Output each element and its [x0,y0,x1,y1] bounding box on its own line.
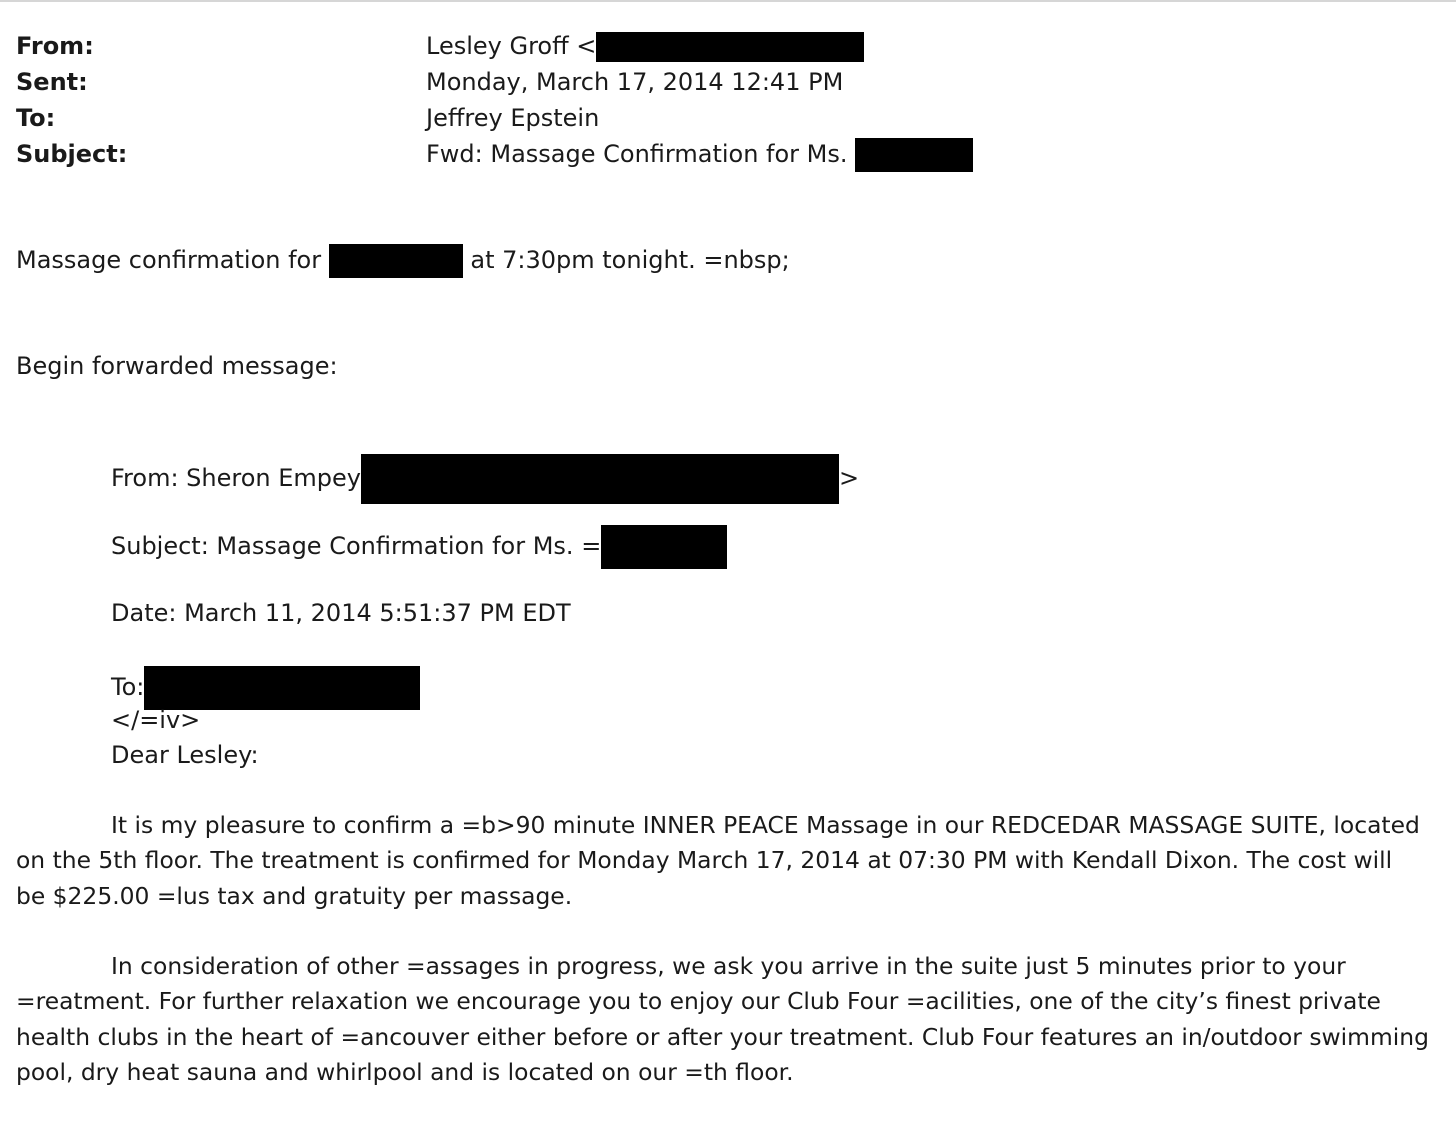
sent-value: Monday, March 17, 2014 12:41 PM [426,68,844,96]
paragraph-text: In consideration of other =assages in progress, we ask you arrive in the suite just 5 minutes prior to your [111,952,1346,980]
fwd-to-label: To: [111,673,145,701]
confirmation-post: at 7:30pm tonight. =nbsp; [470,246,790,274]
fwd-from-line [111,454,859,504]
subject-value [426,136,973,172]
paragraph-line: pool, dry heat sauna and whirlpool and is located on our =th floor. [16,1057,794,1086]
div-artifact: </=iv> [111,706,201,734]
paragraph-line: =reatment. For further relaxation we encourage you to enjoy our Club Four =acilities, one of the city’s finest private [16,987,1381,1016]
from-name: Lesley Groff < [426,32,597,60]
subject-label: Subject: [16,140,128,168]
greeting: Dear Lesley: [111,741,259,769]
redaction-block [329,244,463,278]
redaction-block [855,138,973,172]
fwd-date-line: Date: March 11, 2014 5:51:37 PM EDT [111,599,571,627]
fwd-from-text: From: Sheron Empey [111,464,361,492]
top-rule [0,0,1456,2]
confirmation-pre: Massage confirmation for [16,246,322,274]
to-label: To: [16,104,56,132]
paragraph-line [16,808,1446,843]
fwd-from-close: > [839,464,860,492]
redaction-block [601,525,727,569]
paragraph-consideration [16,949,1446,1090]
to-value: Jeffrey Epstein [426,104,600,132]
paragraph-text: It is my pleasure to confirm a =b>90 minute INNER PEACE Massage in our REDCEDAR MASSAGE SUITE, located [111,811,1420,839]
redaction-block [596,32,864,62]
confirmation-line [16,242,790,278]
paragraph-confirmation [16,808,1446,914]
sent-label: Sent: [16,68,88,96]
redaction-block [361,454,839,504]
from-label: From: [16,32,94,60]
fwd-subject-line [111,525,727,569]
begin-forwarded: Begin forwarded message: [16,352,338,380]
subject-text: Fwd: Massage Confirmation for Ms. [426,140,848,168]
paragraph-line: health clubs in the heart of =ancouver either before or after your treatment. Club Four features an in/outdoor swimming [16,1022,1429,1051]
fwd-subject-text: Subject: Massage Confirmation for Ms. = [111,532,602,560]
paragraph-line: on the 5th floor. The treatment is confirmed for Monday March 17, 2014 at 07:30 PM with Kendall Dixon. The cost will [16,846,1393,875]
paragraph-line [16,949,1446,984]
from-value [426,28,864,64]
paragraph-line: be $225.00 =lus tax and gratuity per massage. [16,881,573,910]
